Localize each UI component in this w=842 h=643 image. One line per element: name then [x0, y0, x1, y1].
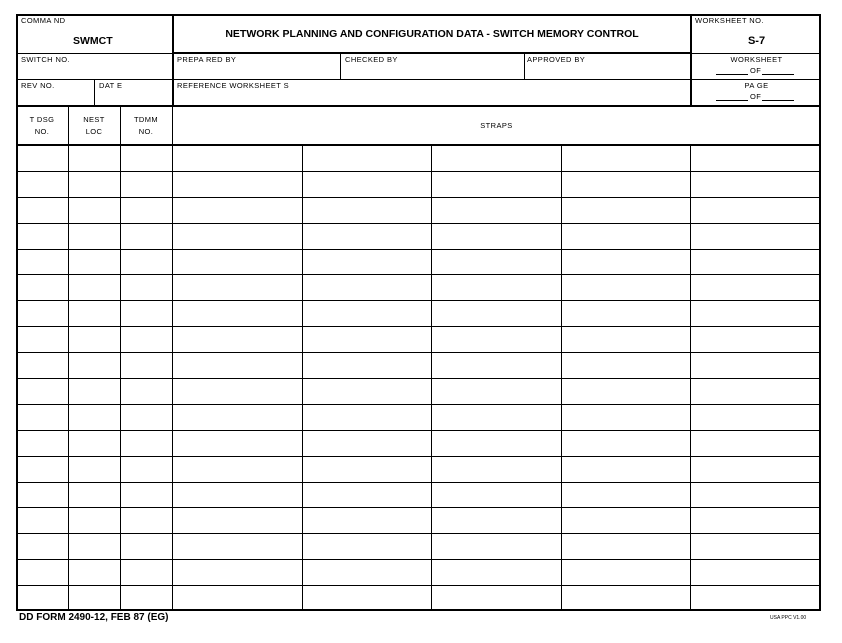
row-line [16, 404, 821, 405]
tdsg-header-1: T DSG [29, 115, 55, 124]
command-value: SWMCT [73, 35, 113, 47]
date-label: DAT E [99, 81, 123, 90]
nest-header-1: NEST [83, 115, 105, 124]
rule [340, 53, 341, 79]
rev-no-label: REV NO. [21, 81, 55, 90]
checked-by-label: CHECKED BY [345, 55, 398, 64]
rule [172, 52, 692, 54]
row-line [16, 197, 821, 198]
worksheet-form [16, 14, 821, 611]
row-line [16, 507, 821, 508]
row-line [16, 378, 821, 379]
nest-header-2: LOC [85, 127, 103, 136]
row-line [16, 559, 821, 560]
blank-line [716, 74, 748, 75]
page-of-label: OF [750, 92, 762, 101]
row-line [16, 223, 821, 224]
row-line [16, 171, 821, 172]
straps-header: STRAPS [480, 121, 513, 130]
rule [16, 105, 821, 107]
rule [16, 144, 821, 146]
tdsg-header-2: NO. [34, 127, 50, 136]
worksheet-no-value: S-7 [747, 35, 766, 47]
switch-no-label: SWITCH NO. [21, 55, 70, 64]
blank-line [762, 74, 794, 75]
reference-worksheets-label: REFERENCE WORKSHEET S [177, 81, 290, 90]
row-line [16, 430, 821, 431]
rule [120, 106, 121, 611]
worksheet-no-label: WORKSHEET NO. [695, 16, 764, 25]
approved-by-label: APPROVED BY [527, 55, 586, 64]
row-line [16, 456, 821, 457]
form-id: DD FORM 2490-12, FEB 87 (EG) [19, 612, 169, 623]
blank-line [716, 100, 748, 101]
form-title: NETWORK PLANNING AND CONFIGURATION DATA - SWITCH MEMORY CONTROL [225, 28, 639, 40]
of-label: OF [750, 66, 762, 75]
worksheet-label: WORKSHEET [730, 55, 783, 64]
row-line [16, 249, 821, 250]
command-label: COMMA ND [21, 16, 66, 25]
rule [94, 79, 95, 106]
rule [68, 106, 69, 611]
page-label: PA GE [744, 81, 769, 90]
tdmm-header-2: NO. [138, 127, 154, 136]
row-line [16, 533, 821, 534]
rule [172, 106, 173, 611]
row-line [16, 352, 821, 353]
ppc-code: USA PPC V1.00 [770, 615, 807, 621]
row-line [16, 300, 821, 301]
rule [16, 79, 821, 80]
prepared-by-label: PREPA RED BY [177, 55, 237, 64]
row-line [16, 326, 821, 327]
row-line [16, 482, 821, 483]
tdmm-header-1: TDMM [133, 115, 159, 124]
blank-line [762, 100, 794, 101]
row-line [16, 585, 821, 586]
row-line [16, 274, 821, 275]
rule [524, 53, 525, 79]
form-border [16, 14, 821, 611]
